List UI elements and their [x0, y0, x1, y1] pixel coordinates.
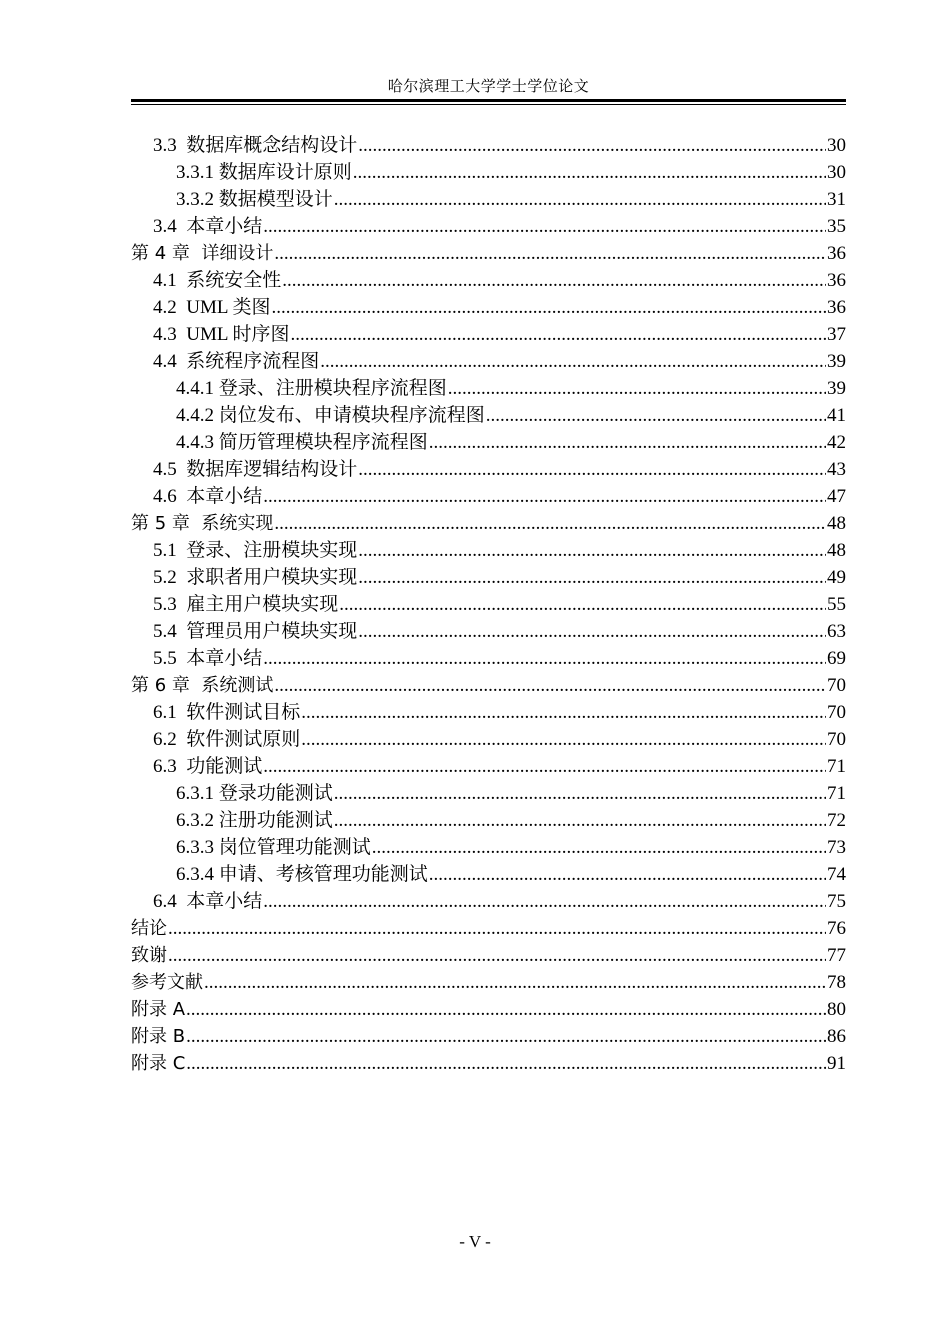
toc-entry-page: 69	[827, 648, 846, 669]
toc-entry-page: 73	[827, 837, 846, 858]
toc-entry-title	[176, 861, 428, 888]
toc-dot-leader	[263, 645, 826, 672]
toc-entry-text: 附录 A	[131, 999, 186, 1020]
toc-entry-number: 第 4 章	[131, 243, 190, 264]
toc-entry-page: 31	[827, 189, 846, 210]
toc-entry-text: 软件测试原则	[186, 729, 301, 750]
toc-dot-leader	[186, 1023, 826, 1050]
toc-entry-text: 雇主用户模块实现	[186, 594, 339, 615]
toc-entry-number: 4.4.1	[176, 378, 214, 399]
toc-dot-leader	[358, 618, 826, 645]
toc-entry-title	[153, 699, 300, 726]
toc-entry-number: 6.3.2	[176, 810, 214, 831]
toc-dot-leader	[334, 807, 826, 834]
toc-entry-number: 4.4	[153, 351, 177, 372]
toc-entry[interactable]	[131, 375, 846, 402]
toc-entry-number: 第 5 章	[131, 513, 190, 534]
toc-entry[interactable]	[131, 240, 846, 267]
toc-entry-number: 4.4.3	[176, 432, 214, 453]
toc-entry-title	[153, 132, 357, 159]
toc-entry-page: 91	[827, 1053, 846, 1074]
toc-entry-text: 岗位发布、申请模块程序流程图	[218, 405, 485, 426]
toc-entry-page: 71	[827, 756, 846, 777]
toc-entry[interactable]	[131, 1023, 846, 1050]
toc-entry-title	[176, 834, 371, 861]
toc-dot-leader	[168, 915, 826, 942]
toc-entry-number: 6.2	[153, 729, 177, 750]
toc-entry[interactable]	[131, 537, 846, 564]
toc-entry-page: 30	[827, 135, 846, 156]
toc-entry[interactable]	[131, 915, 846, 942]
toc-entry-title	[153, 726, 300, 753]
toc-entry-page: 47	[827, 486, 846, 507]
toc-entry-title	[153, 456, 357, 483]
toc-entry[interactable]	[131, 159, 846, 186]
toc-entry-text: 数据库逻辑结构设计	[186, 459, 358, 480]
toc-entry-text: 登录、注册模块实现	[186, 540, 358, 561]
toc-entry-title	[131, 672, 273, 699]
toc-entry-page: 35	[827, 216, 846, 237]
toc-entry-text: 本章小结	[186, 216, 263, 237]
toc-entry-title	[176, 429, 428, 456]
toc-entry-title	[153, 537, 357, 564]
toc-entry-text: 申请、考核管理功能测试	[218, 864, 428, 885]
toc-entry-title	[153, 321, 290, 348]
toc-entry-number: 4.6	[153, 486, 177, 507]
toc-dot-leader	[274, 672, 826, 699]
table-of-contents	[131, 132, 846, 1077]
toc-entry-number: 4.4.2	[176, 405, 214, 426]
toc-entry-text: 登录、注册模块程序流程图	[218, 378, 447, 399]
toc-entry[interactable]	[131, 429, 846, 456]
toc-entry-number: 3.3.2	[176, 189, 214, 210]
toc-entry-text: 岗位管理功能测试	[218, 837, 371, 858]
toc-entry[interactable]	[131, 672, 846, 699]
toc-dot-leader	[358, 537, 826, 564]
toc-entry[interactable]	[131, 186, 846, 213]
toc-dot-leader	[448, 375, 826, 402]
toc-entry-text: 详细设计	[201, 243, 274, 264]
toc-dot-leader	[263, 753, 826, 780]
toc-entry-text: UML 时序图	[186, 324, 290, 345]
toc-entry[interactable]	[131, 618, 846, 645]
toc-entry[interactable]	[131, 132, 846, 159]
toc-entry-text: UML 类图	[186, 297, 271, 318]
toc-dot-leader	[320, 348, 826, 375]
toc-entry-page: 39	[827, 378, 846, 399]
toc-entry-text: 系统实现	[201, 513, 274, 534]
toc-entry-text: 本章小结	[186, 891, 263, 912]
toc-dot-leader	[291, 321, 826, 348]
toc-entry-title	[131, 240, 273, 267]
toc-entry[interactable]	[131, 861, 846, 888]
toc-entry-title	[131, 969, 203, 996]
toc-entry-number: 4.1	[153, 270, 177, 291]
toc-entry-page: 36	[827, 243, 846, 264]
toc-entry[interactable]	[131, 834, 846, 861]
header-rule-thick	[131, 99, 846, 102]
toc-entry[interactable]	[131, 699, 846, 726]
toc-entry[interactable]	[131, 726, 846, 753]
toc-dot-leader	[301, 726, 826, 753]
toc-entry-text: 管理员用户模块实现	[186, 621, 358, 642]
toc-entry-page: 70	[827, 729, 846, 750]
toc-entry-text: 功能测试	[186, 756, 263, 777]
toc-entry-number: 5.5	[153, 648, 177, 669]
toc-entry-text: 登录功能测试	[218, 783, 333, 804]
toc-entry[interactable]	[131, 996, 846, 1023]
toc-dot-leader	[274, 510, 826, 537]
toc-entry-text: 数据库设计原则	[218, 162, 352, 183]
toc-entry[interactable]	[131, 348, 846, 375]
toc-entry-page: 86	[827, 1026, 846, 1047]
toc-entry-text: 注册功能测试	[218, 810, 333, 831]
toc-entry-text: 系统程序流程图	[186, 351, 320, 372]
toc-entry-page: 75	[827, 891, 846, 912]
toc-entry-number: 3.3.1	[176, 162, 214, 183]
toc-entry-page: 48	[827, 513, 846, 534]
toc-dot-leader	[334, 186, 826, 213]
header-rule-thin	[131, 104, 846, 105]
toc-entry-page: 37	[827, 324, 846, 345]
toc-dot-leader	[358, 564, 826, 591]
toc-entry-page: 36	[827, 297, 846, 318]
toc-entry-number: 6.3.1	[176, 783, 214, 804]
toc-dot-leader	[486, 402, 826, 429]
toc-entry-text: 结论	[131, 918, 167, 939]
toc-entry-number: 4.2	[153, 297, 177, 318]
toc-dot-leader	[301, 699, 826, 726]
toc-entry-text: 致谢	[131, 945, 167, 966]
toc-entry-number: 6.3	[153, 756, 177, 777]
toc-entry[interactable]	[131, 753, 846, 780]
toc-entry-page: 36	[827, 270, 846, 291]
toc-dot-leader	[372, 834, 826, 861]
toc-entry-text: 求职者用户模块实现	[186, 567, 358, 588]
toc-dot-leader	[353, 159, 826, 186]
toc-entry-number: 6.4	[153, 891, 177, 912]
toc-entry[interactable]	[131, 591, 846, 618]
toc-entry-text: 系统测试	[201, 675, 274, 696]
toc-entry-text: 数据库概念结构设计	[186, 135, 358, 156]
toc-entry-title	[153, 591, 338, 618]
toc-entry[interactable]	[131, 510, 846, 537]
toc-dot-leader	[358, 456, 826, 483]
toc-dot-leader	[429, 861, 826, 888]
toc-entry-text: 附录 C	[131, 1053, 186, 1074]
page-number: - V -	[459, 1232, 491, 1251]
toc-dot-leader	[186, 1050, 826, 1077]
toc-entry-title	[176, 159, 352, 186]
toc-entry-title	[153, 267, 281, 294]
toc-entry-text: 参考文献	[131, 972, 203, 993]
toc-entry-page: 72	[827, 810, 846, 831]
toc-entry-text: 附录 B	[131, 1026, 186, 1047]
toc-entry-page: 74	[827, 864, 846, 885]
toc-entry-number: 3.3	[153, 135, 177, 156]
toc-entry-page: 42	[827, 432, 846, 453]
toc-dot-leader	[168, 942, 826, 969]
toc-entry[interactable]	[131, 564, 846, 591]
toc-entry[interactable]	[131, 807, 846, 834]
toc-entry-text: 本章小结	[186, 648, 263, 669]
toc-entry-page: 55	[827, 594, 846, 615]
toc-entry[interactable]	[131, 321, 846, 348]
toc-entry-page: 70	[827, 675, 846, 696]
toc-entry-text: 简历管理模块程序流程图	[218, 432, 428, 453]
toc-dot-leader	[204, 969, 826, 996]
toc-entry-title	[153, 645, 262, 672]
toc-entry[interactable]	[131, 294, 846, 321]
toc-entry-title	[153, 888, 262, 915]
toc-entry-number: 5.4	[153, 621, 177, 642]
toc-entry-page: 71	[827, 783, 846, 804]
toc-entry[interactable]	[131, 267, 846, 294]
toc-entry-number: 6.1	[153, 702, 177, 723]
toc-entry-title	[153, 348, 319, 375]
toc-dot-leader	[272, 294, 826, 321]
toc-entry-title	[131, 1050, 185, 1077]
toc-entry-title	[153, 483, 262, 510]
toc-entry-title	[176, 375, 447, 402]
toc-entry[interactable]	[131, 888, 846, 915]
toc-entry-title	[131, 996, 185, 1023]
toc-entry-page: 48	[827, 540, 846, 561]
toc-entry[interactable]	[131, 969, 846, 996]
toc-dot-leader	[282, 267, 826, 294]
toc-entry[interactable]	[131, 645, 846, 672]
toc-entry-page: 30	[827, 162, 846, 183]
toc-entry-title	[176, 807, 333, 834]
toc-entry-title	[176, 780, 333, 807]
toc-entry-title	[131, 915, 167, 942]
toc-entry-number: 3.4	[153, 216, 177, 237]
toc-entry[interactable]	[131, 456, 846, 483]
toc-entry-title	[131, 1023, 185, 1050]
toc-dot-leader	[334, 780, 826, 807]
toc-dot-leader	[263, 483, 826, 510]
toc-entry-title	[153, 753, 262, 780]
toc-dot-leader	[274, 240, 826, 267]
toc-entry-number: 5.2	[153, 567, 177, 588]
toc-entry-page: 49	[827, 567, 846, 588]
toc-entry-title	[131, 942, 167, 969]
toc-entry-text: 软件测试目标	[186, 702, 301, 723]
toc-entry-page: 43	[827, 459, 846, 480]
toc-entry-page: 80	[827, 999, 846, 1020]
toc-entry-page: 70	[827, 702, 846, 723]
toc-entry-page: 76	[827, 918, 846, 939]
toc-entry-title	[153, 618, 357, 645]
page-header-title: 哈尔滨理工大学学士学位论文	[387, 79, 590, 95]
toc-entry-text: 系统安全性	[186, 270, 282, 291]
toc-entry-text: 数据模型设计	[218, 189, 333, 210]
toc-entry-number: 6.3.4	[176, 864, 214, 885]
toc-dot-leader	[263, 213, 826, 240]
toc-entry[interactable]	[131, 942, 846, 969]
toc-dot-leader	[339, 591, 826, 618]
toc-entry-title	[153, 294, 271, 321]
toc-entry-title	[131, 510, 273, 537]
toc-entry-title	[176, 186, 333, 213]
toc-entry[interactable]	[131, 483, 846, 510]
toc-dot-leader	[429, 429, 826, 456]
toc-entry-page: 77	[827, 945, 846, 966]
toc-entry-title	[176, 402, 485, 429]
toc-entry-number: 4.5	[153, 459, 177, 480]
toc-entry-page: 39	[827, 351, 846, 372]
toc-dot-leader	[263, 888, 826, 915]
toc-entry[interactable]	[131, 402, 846, 429]
toc-dot-leader	[186, 996, 826, 1023]
toc-entry-page: 41	[827, 405, 846, 426]
toc-entry-number: 5.3	[153, 594, 177, 615]
toc-entry-title	[153, 213, 262, 240]
toc-entry-page: 78	[827, 972, 846, 993]
toc-entry-number: 5.1	[153, 540, 177, 561]
toc-entry-title	[153, 564, 357, 591]
toc-entry[interactable]	[131, 780, 846, 807]
toc-entry-text: 本章小结	[186, 486, 263, 507]
toc-entry-number: 6.3.3	[176, 837, 214, 858]
toc-entry-page: 63	[827, 621, 846, 642]
toc-entry[interactable]	[131, 1050, 846, 1077]
toc-dot-leader	[358, 132, 826, 159]
toc-entry-number: 第 6 章	[131, 675, 190, 696]
toc-entry[interactable]	[131, 213, 846, 240]
toc-entry-number: 4.3	[153, 324, 177, 345]
